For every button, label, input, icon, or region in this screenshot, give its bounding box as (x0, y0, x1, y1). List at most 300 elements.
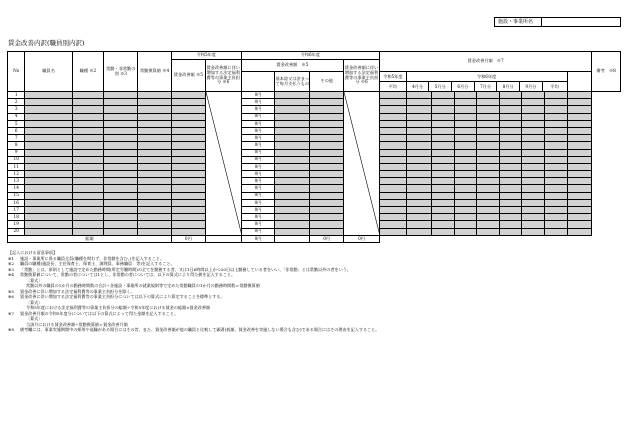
month-cell[interactable] (477, 228, 500, 235)
staff-name-cell[interactable] (25, 199, 72, 206)
month-cell[interactable] (454, 92, 477, 99)
month-cell[interactable] (477, 199, 500, 206)
month-cell[interactable] (406, 221, 432, 228)
staff-form-cell[interactable] (138, 185, 172, 192)
month-cell[interactable] (499, 135, 522, 142)
month-cell[interactable] (454, 106, 477, 113)
month-cell[interactable] (499, 178, 522, 185)
staff-name-cell[interactable] (25, 178, 72, 185)
r6-other-cell[interactable] (310, 228, 344, 235)
staff-hours-cell[interactable] (104, 214, 138, 221)
month-cell[interactable] (522, 171, 545, 178)
month-cell[interactable] (545, 149, 568, 156)
note-cell[interactable] (567, 228, 592, 235)
month-cell[interactable] (477, 127, 500, 134)
month-cell[interactable] (545, 163, 568, 170)
r6-base-cell[interactable] (275, 185, 310, 192)
month-cell[interactable] (432, 228, 455, 235)
month-cell[interactable] (477, 207, 500, 214)
staff-hours-cell[interactable] (104, 228, 138, 235)
staff-hours-cell[interactable] (104, 135, 138, 142)
r6-base-cell[interactable] (275, 106, 310, 113)
month-cell[interactable] (499, 221, 522, 228)
r6-base-cell[interactable] (275, 221, 310, 228)
prev-avg-cell[interactable] (380, 221, 407, 228)
staff-form-cell[interactable] (138, 99, 172, 106)
month-cell[interactable] (545, 135, 568, 142)
month-cell[interactable] (406, 163, 432, 170)
month-cell[interactable] (545, 228, 568, 235)
month-cell[interactable] (477, 113, 500, 120)
month-cell[interactable] (545, 99, 568, 106)
month-cell[interactable] (432, 92, 455, 99)
staff-hours-cell[interactable] (104, 127, 138, 134)
note-cell[interactable] (567, 142, 592, 149)
prev-avg-cell[interactable] (380, 214, 407, 221)
month-cell[interactable] (454, 135, 477, 142)
r6-base-cell[interactable] (275, 192, 310, 199)
staff-name-cell[interactable] (25, 149, 72, 156)
month-cell[interactable] (406, 185, 432, 192)
month-cell[interactable] (454, 199, 477, 206)
month-cell[interactable] (477, 99, 500, 106)
month-cell[interactable] (522, 214, 545, 221)
month-cell[interactable] (432, 171, 455, 178)
staff-type-cell[interactable] (72, 178, 104, 185)
prev-avg-cell[interactable] (380, 199, 407, 206)
note-cell[interactable] (567, 163, 592, 170)
r5-amount-cell[interactable] (171, 99, 205, 106)
staff-name-cell[interactable] (25, 113, 72, 120)
month-cell[interactable] (454, 120, 477, 127)
r5-amount-cell[interactable] (171, 149, 205, 156)
month-cell[interactable] (406, 178, 432, 185)
month-cell[interactable] (522, 92, 545, 99)
month-cell[interactable] (545, 92, 568, 99)
staff-hours-cell[interactable] (104, 178, 138, 185)
staff-form-cell[interactable] (138, 120, 172, 127)
staff-name-cell[interactable] (25, 163, 72, 170)
prev-avg-cell[interactable] (380, 127, 407, 134)
staff-hours-cell[interactable] (104, 120, 138, 127)
month-cell[interactable] (432, 178, 455, 185)
r5-amount-cell[interactable] (171, 92, 205, 99)
staff-name-cell[interactable] (25, 135, 72, 142)
month-cell[interactable] (545, 113, 568, 120)
staff-form-cell[interactable] (138, 92, 172, 99)
staff-hours-cell[interactable] (104, 113, 138, 120)
prev-avg-cell[interactable] (380, 192, 407, 199)
note-cell[interactable] (567, 214, 592, 221)
r6-base-cell[interactable] (275, 171, 310, 178)
facility-name-field[interactable] (542, 18, 620, 26)
staff-type-cell[interactable] (72, 214, 104, 221)
month-cell[interactable] (454, 221, 477, 228)
staff-name-cell[interactable] (25, 185, 72, 192)
month-cell[interactable] (432, 156, 455, 163)
staff-hours-cell[interactable] (104, 185, 138, 192)
note-cell[interactable] (567, 92, 592, 99)
r5-amount-cell[interactable] (171, 142, 205, 149)
note-cell[interactable] (567, 221, 592, 228)
note-cell[interactable] (567, 156, 592, 163)
month-cell[interactable] (406, 113, 432, 120)
month-cell[interactable] (499, 99, 522, 106)
month-cell[interactable] (477, 135, 500, 142)
prev-avg-cell[interactable] (380, 149, 407, 156)
month-cell[interactable] (545, 221, 568, 228)
month-cell[interactable] (432, 142, 455, 149)
staff-type-cell[interactable] (72, 120, 104, 127)
month-cell[interactable] (499, 185, 522, 192)
month-cell[interactable] (406, 92, 432, 99)
r6-base-cell[interactable] (275, 92, 310, 99)
month-cell[interactable] (406, 149, 432, 156)
r5-amount-cell[interactable] (171, 163, 205, 170)
staff-type-cell[interactable] (72, 135, 104, 142)
month-cell[interactable] (545, 127, 568, 134)
month-cell[interactable] (499, 207, 522, 214)
staff-hours-cell[interactable] (104, 106, 138, 113)
prev-avg-cell[interactable] (380, 207, 407, 214)
month-cell[interactable] (499, 199, 522, 206)
month-cell[interactable] (432, 214, 455, 221)
staff-hours-cell[interactable] (104, 171, 138, 178)
staff-type-cell[interactable] (72, 221, 104, 228)
r6-other-cell[interactable] (310, 156, 344, 163)
staff-hours-cell[interactable] (104, 149, 138, 156)
staff-form-cell[interactable] (138, 199, 172, 206)
staff-name-cell[interactable] (25, 221, 72, 228)
month-cell[interactable] (522, 135, 545, 142)
month-cell[interactable] (432, 120, 455, 127)
staff-hours-cell[interactable] (104, 192, 138, 199)
staff-form-cell[interactable] (138, 149, 172, 156)
month-cell[interactable] (477, 149, 500, 156)
r6-other-cell[interactable] (310, 171, 344, 178)
staff-type-cell[interactable] (72, 142, 104, 149)
month-cell[interactable] (522, 192, 545, 199)
month-cell[interactable] (477, 178, 500, 185)
month-cell[interactable] (432, 149, 455, 156)
month-cell[interactable] (477, 142, 500, 149)
month-cell[interactable] (454, 178, 477, 185)
note-cell[interactable] (567, 135, 592, 142)
staff-type-cell[interactable] (72, 99, 104, 106)
prev-avg-cell[interactable] (380, 178, 407, 185)
month-cell[interactable] (545, 214, 568, 221)
staff-hours-cell[interactable] (104, 163, 138, 170)
staff-form-cell[interactable] (138, 163, 172, 170)
staff-name-cell[interactable] (25, 207, 72, 214)
r6-base-cell[interactable] (275, 120, 310, 127)
prev-avg-cell[interactable] (380, 185, 407, 192)
month-cell[interactable] (454, 149, 477, 156)
r6-base-cell[interactable] (275, 199, 310, 206)
note-cell[interactable] (567, 207, 592, 214)
r6-base-cell[interactable] (275, 156, 310, 163)
month-cell[interactable] (499, 156, 522, 163)
month-cell[interactable] (522, 163, 545, 170)
prev-avg-cell[interactable] (380, 142, 407, 149)
month-cell[interactable] (406, 228, 432, 235)
month-cell[interactable] (477, 120, 500, 127)
month-cell[interactable] (522, 221, 545, 228)
note-cell[interactable] (567, 149, 592, 156)
note-cell[interactable] (567, 199, 592, 206)
note-cell[interactable] (567, 192, 592, 199)
month-cell[interactable] (522, 228, 545, 235)
staff-type-cell[interactable] (72, 92, 104, 99)
month-cell[interactable] (522, 156, 545, 163)
prev-avg-cell[interactable] (380, 113, 407, 120)
month-cell[interactable] (499, 228, 522, 235)
staff-type-cell[interactable] (72, 113, 104, 120)
r6-base-cell[interactable] (275, 99, 310, 106)
month-cell[interactable] (432, 221, 455, 228)
month-cell[interactable] (432, 199, 455, 206)
r6-other-cell[interactable] (310, 142, 344, 149)
staff-name-cell[interactable] (25, 171, 72, 178)
month-cell[interactable] (432, 106, 455, 113)
month-cell[interactable] (522, 99, 545, 106)
month-cell[interactable] (432, 127, 455, 134)
month-cell[interactable] (406, 199, 432, 206)
month-cell[interactable] (454, 228, 477, 235)
month-cell[interactable] (406, 127, 432, 134)
month-cell[interactable] (454, 192, 477, 199)
month-cell[interactable] (406, 207, 432, 214)
staff-type-cell[interactable] (72, 185, 104, 192)
month-cell[interactable] (522, 113, 545, 120)
month-cell[interactable] (522, 120, 545, 127)
r5-amount-cell[interactable] (171, 199, 205, 206)
month-cell[interactable] (499, 163, 522, 170)
r5-amount-cell[interactable] (171, 185, 205, 192)
r6-other-cell[interactable] (310, 135, 344, 142)
month-cell[interactable] (454, 99, 477, 106)
note-cell[interactable] (567, 113, 592, 120)
month-cell[interactable] (545, 192, 568, 199)
month-cell[interactable] (477, 106, 500, 113)
staff-type-cell[interactable] (72, 192, 104, 199)
month-cell[interactable] (477, 192, 500, 199)
staff-form-cell[interactable] (138, 142, 172, 149)
note-cell[interactable] (567, 99, 592, 106)
month-cell[interactable] (499, 214, 522, 221)
r6-other-cell[interactable] (310, 120, 344, 127)
staff-type-cell[interactable] (72, 106, 104, 113)
month-cell[interactable] (477, 156, 500, 163)
staff-hours-cell[interactable] (104, 156, 138, 163)
month-cell[interactable] (454, 171, 477, 178)
note-cell[interactable] (567, 185, 592, 192)
r6-other-cell[interactable] (310, 192, 344, 199)
note-cell[interactable] (567, 178, 592, 185)
r6-other-cell[interactable] (310, 92, 344, 99)
month-cell[interactable] (432, 185, 455, 192)
staff-form-cell[interactable] (138, 127, 172, 134)
staff-name-cell[interactable] (25, 106, 72, 113)
month-cell[interactable] (432, 135, 455, 142)
r6-other-cell[interactable] (310, 149, 344, 156)
r5-amount-cell[interactable] (171, 207, 205, 214)
r6-base-cell[interactable] (275, 113, 310, 120)
r6-other-cell[interactable] (310, 221, 344, 228)
note-cell[interactable] (567, 106, 592, 113)
staff-name-cell[interactable] (25, 192, 72, 199)
r6-other-cell[interactable] (310, 106, 344, 113)
month-cell[interactable] (406, 192, 432, 199)
prev-avg-cell[interactable] (380, 156, 407, 163)
month-cell[interactable] (406, 214, 432, 221)
r5-amount-cell[interactable] (171, 221, 205, 228)
month-cell[interactable] (499, 113, 522, 120)
staff-form-cell[interactable] (138, 171, 172, 178)
month-cell[interactable] (522, 149, 545, 156)
r6-other-cell[interactable] (310, 163, 344, 170)
month-cell[interactable] (522, 185, 545, 192)
month-cell[interactable] (522, 106, 545, 113)
r6-base-cell[interactable] (275, 142, 310, 149)
r5-amount-cell[interactable] (171, 135, 205, 142)
month-cell[interactable] (454, 127, 477, 134)
staff-type-cell[interactable] (72, 228, 104, 235)
note-cell[interactable] (567, 120, 592, 127)
r6-base-cell[interactable] (275, 228, 310, 235)
prev-avg-cell[interactable] (380, 171, 407, 178)
staff-form-cell[interactable] (138, 192, 172, 199)
r5-amount-cell[interactable] (171, 120, 205, 127)
r6-other-cell[interactable] (310, 113, 344, 120)
month-cell[interactable] (477, 214, 500, 221)
month-cell[interactable] (545, 156, 568, 163)
staff-name-cell[interactable] (25, 120, 72, 127)
month-cell[interactable] (545, 185, 568, 192)
staff-hours-cell[interactable] (104, 99, 138, 106)
staff-form-cell[interactable] (138, 207, 172, 214)
r6-base-cell[interactable] (275, 207, 310, 214)
staff-type-cell[interactable] (72, 171, 104, 178)
month-cell[interactable] (522, 127, 545, 134)
r5-amount-cell[interactable] (171, 192, 205, 199)
month-cell[interactable] (545, 199, 568, 206)
month-cell[interactable] (522, 178, 545, 185)
r5-amount-cell[interactable] (171, 127, 205, 134)
r6-base-cell[interactable] (275, 178, 310, 185)
staff-form-cell[interactable] (138, 106, 172, 113)
staff-form-cell[interactable] (138, 113, 172, 120)
r6-other-cell[interactable] (310, 214, 344, 221)
month-cell[interactable] (432, 207, 455, 214)
month-cell[interactable] (432, 163, 455, 170)
r5-amount-cell[interactable] (171, 178, 205, 185)
month-cell[interactable] (477, 221, 500, 228)
month-cell[interactable] (454, 214, 477, 221)
staff-form-cell[interactable] (138, 178, 172, 185)
note-cell[interactable] (567, 127, 592, 134)
month-cell[interactable] (499, 92, 522, 99)
month-cell[interactable] (499, 149, 522, 156)
staff-name-cell[interactable] (25, 228, 72, 235)
staff-form-cell[interactable] (138, 135, 172, 142)
month-cell[interactable] (406, 142, 432, 149)
month-cell[interactable] (454, 142, 477, 149)
prev-avg-cell[interactable] (380, 228, 407, 235)
staff-type-cell[interactable] (72, 163, 104, 170)
month-cell[interactable] (454, 113, 477, 120)
r6-base-cell[interactable] (275, 127, 310, 134)
staff-type-cell[interactable] (72, 199, 104, 206)
month-cell[interactable] (477, 92, 500, 99)
r5-amount-cell[interactable] (171, 113, 205, 120)
r6-other-cell[interactable] (310, 178, 344, 185)
month-cell[interactable] (454, 207, 477, 214)
r6-base-cell[interactable] (275, 214, 310, 221)
month-cell[interactable] (499, 142, 522, 149)
r6-base-cell[interactable] (275, 149, 310, 156)
month-cell[interactable] (454, 163, 477, 170)
staff-name-cell[interactable] (25, 127, 72, 134)
staff-hours-cell[interactable] (104, 207, 138, 214)
staff-name-cell[interactable] (25, 142, 72, 149)
month-cell[interactable] (545, 207, 568, 214)
month-cell[interactable] (545, 142, 568, 149)
month-cell[interactable] (432, 113, 455, 120)
month-cell[interactable] (545, 171, 568, 178)
prev-avg-cell[interactable] (380, 92, 407, 99)
staff-name-cell[interactable] (25, 99, 72, 106)
staff-form-cell[interactable] (138, 221, 172, 228)
month-cell[interactable] (432, 192, 455, 199)
note-cell[interactable] (567, 171, 592, 178)
staff-hours-cell[interactable] (104, 142, 138, 149)
staff-name-cell[interactable] (25, 214, 72, 221)
staff-type-cell[interactable] (72, 207, 104, 214)
month-cell[interactable] (499, 171, 522, 178)
month-cell[interactable] (522, 142, 545, 149)
month-cell[interactable] (545, 120, 568, 127)
r5-amount-cell[interactable] (171, 156, 205, 163)
r5-amount-cell[interactable] (171, 214, 205, 221)
month-cell[interactable] (454, 185, 477, 192)
month-cell[interactable] (499, 192, 522, 199)
r6-other-cell[interactable] (310, 99, 344, 106)
staff-form-cell[interactable] (138, 228, 172, 235)
staff-type-cell[interactable] (72, 156, 104, 163)
r6-other-cell[interactable] (310, 185, 344, 192)
prev-avg-cell[interactable] (380, 163, 407, 170)
prev-avg-cell[interactable] (380, 99, 407, 106)
month-cell[interactable] (406, 171, 432, 178)
prev-avg-cell[interactable] (380, 135, 407, 142)
month-cell[interactable] (406, 106, 432, 113)
staff-form-cell[interactable] (138, 214, 172, 221)
month-cell[interactable] (522, 199, 545, 206)
month-cell[interactable] (545, 178, 568, 185)
staff-type-cell[interactable] (72, 127, 104, 134)
r6-base-cell[interactable] (275, 135, 310, 142)
month-cell[interactable] (477, 171, 500, 178)
prev-avg-cell[interactable] (380, 120, 407, 127)
month-cell[interactable] (499, 106, 522, 113)
r5-amount-cell[interactable] (171, 171, 205, 178)
month-cell[interactable] (522, 207, 545, 214)
staff-hours-cell[interactable] (104, 199, 138, 206)
month-cell[interactable] (406, 120, 432, 127)
month-cell[interactable] (545, 106, 568, 113)
staff-form-cell[interactable] (138, 156, 172, 163)
